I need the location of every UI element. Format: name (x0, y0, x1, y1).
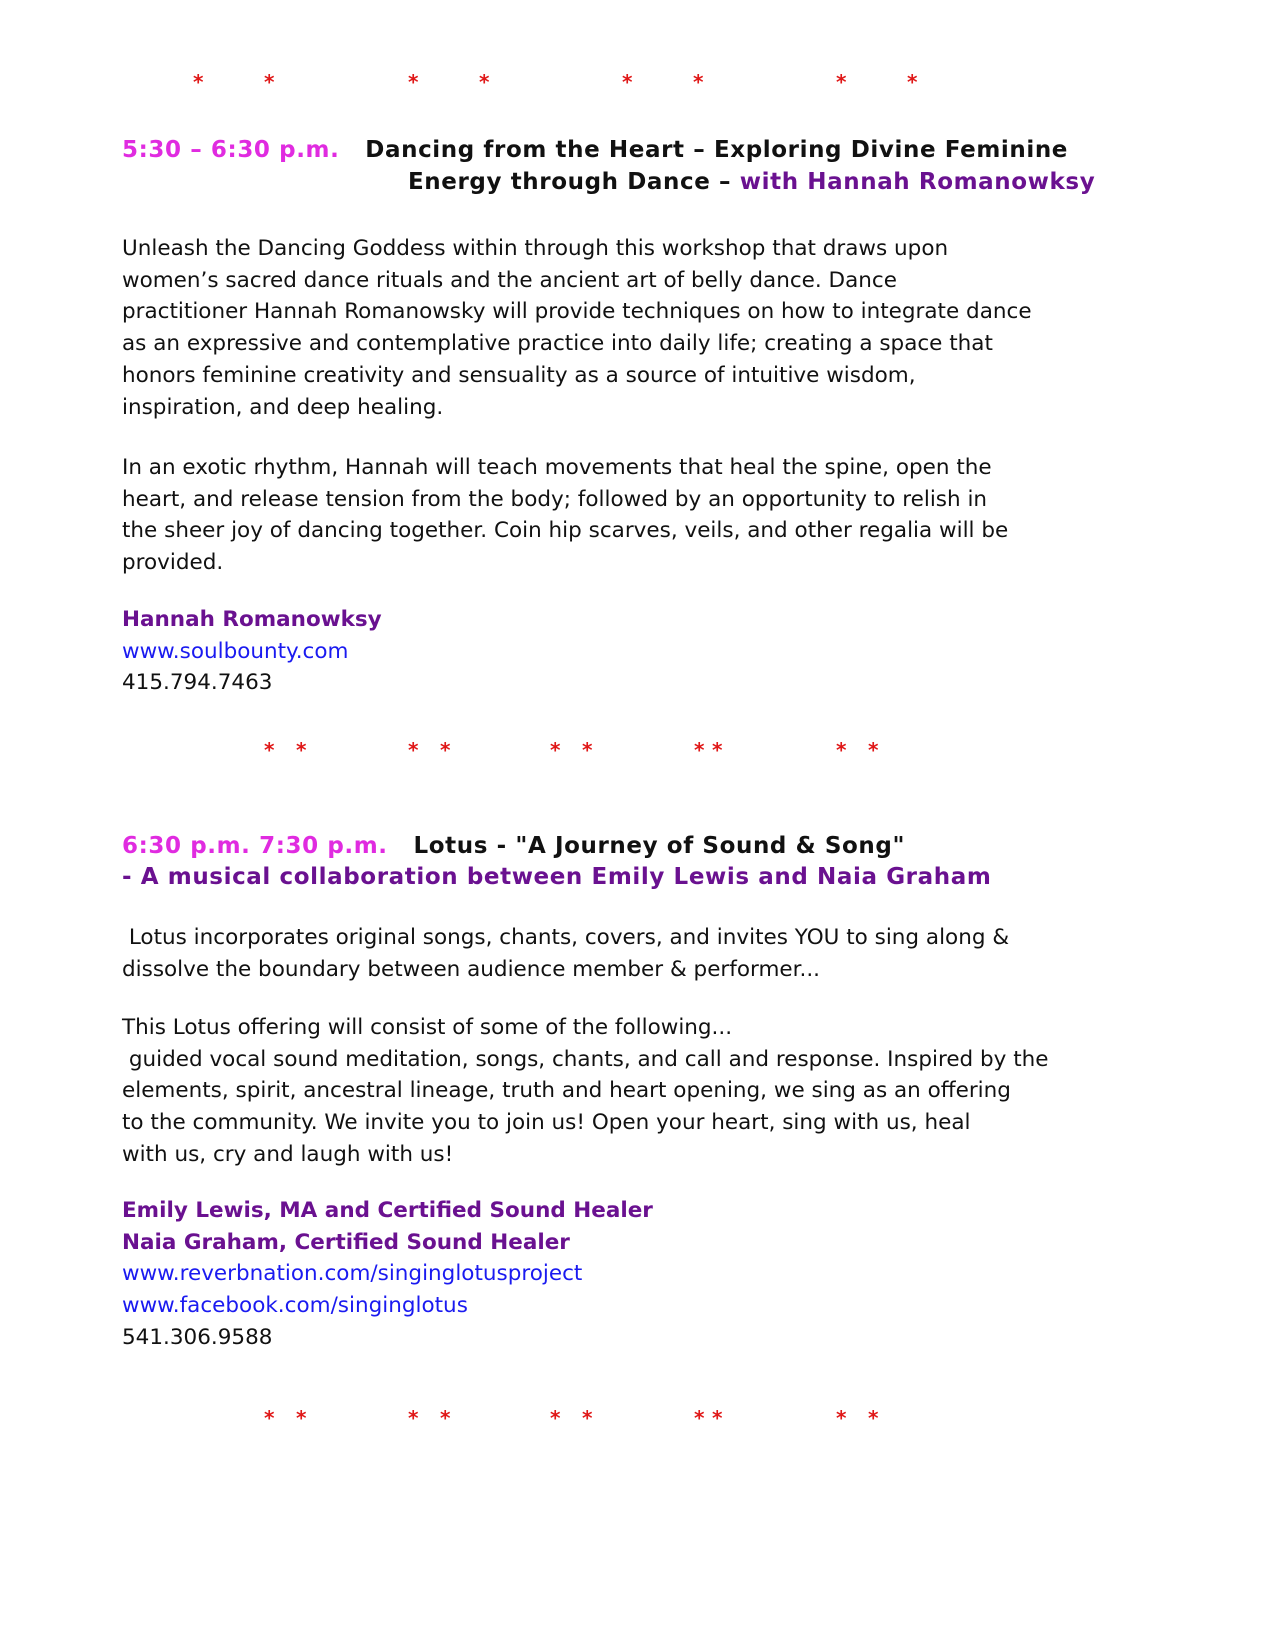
paragraph-line: to the community. We invite you to join us! Open your heart, sing with us, heal (122, 1110, 971, 1136)
star-mark: * (264, 70, 275, 94)
presenter-facebook-link[interactable]: www.facebook.com/singinglotus (122, 1293, 468, 1319)
star-separator-middle (0, 740, 1275, 770)
star-mark: * (582, 738, 593, 762)
star-separator-top (0, 72, 1275, 102)
section2-time: 6:30 p.m. 7:30 p.m. (122, 833, 388, 859)
star-mark: * (264, 738, 275, 762)
section2-paragraph1 (122, 922, 1132, 985)
section2-heading-line1 (122, 830, 905, 862)
star-mark: * (550, 738, 561, 762)
star-mark: * (408, 70, 419, 94)
star-mark: * (622, 70, 633, 94)
star-mark: * (296, 1406, 307, 1430)
section2-heading-line2 (122, 861, 991, 893)
section1-heading-line2 (408, 166, 1095, 198)
star-mark: * (264, 1406, 275, 1430)
section2-title: Lotus - "A Journey of Sound & Song" (413, 833, 906, 859)
star-mark: * (440, 1406, 451, 1430)
paragraph-line: dissolve the boundary between audience member & performer... (122, 956, 820, 982)
section2-subtitle: - A musical collaboration between Emily Lewis and Naia Graham (122, 864, 992, 890)
star-mark: * (479, 70, 490, 94)
section1-presenter: with Hannah Romanowksy (739, 169, 1096, 195)
presenter-website-link[interactable]: www.reverbnation.com/singinglotusproject (122, 1261, 583, 1287)
star-mark: * (836, 738, 847, 762)
section2-paragraph2 (122, 1012, 1132, 1171)
star-mark: * (868, 1406, 879, 1430)
star-mark: * (582, 1406, 593, 1430)
star-mark: * (408, 738, 419, 762)
paragraph-line: as an expressive and contemplative practice into daily life; creating a space that (122, 331, 993, 357)
star-mark: * (693, 70, 704, 94)
star-mark: * (694, 1406, 705, 1430)
star-separator-bottom (0, 1408, 1275, 1438)
star-mark: * (440, 738, 451, 762)
section1-title-line1: Dancing from the Heart – Exploring Divine Feminine (365, 137, 1069, 163)
section1-time: 5:30 – 6:30 p.m. (122, 137, 340, 163)
star-mark: * (408, 1406, 419, 1430)
star-mark: * (550, 1406, 561, 1430)
paragraph-line: practitioner Hannah Romanowsky will provide techniques on how to integrate dance (122, 299, 1032, 325)
paragraph-line: with us, cry and laugh with us! (122, 1141, 454, 1167)
paragraph-line: Unleash the Dancing Goddess within through this workshop that draws upon (122, 236, 949, 261)
presenter-name: Naia Graham, Certified Sound Healer (122, 1229, 570, 1255)
section1-heading-line1 (122, 134, 1068, 166)
section1-contact (122, 604, 382, 699)
paragraph-line: provided. (122, 550, 224, 576)
star-mark: * (296, 738, 307, 762)
star-mark: * (868, 738, 879, 762)
presenter-website-link[interactable]: www.soulbounty.com (122, 638, 349, 664)
star-mark: * (907, 70, 918, 94)
paragraph-line: honors feminine creativity and sensuality as a source of intuitive wisdom, (122, 362, 916, 388)
presenter-name: Emily Lewis, MA and Certified Sound Healer (122, 1198, 653, 1223)
paragraph-line: This Lotus offering will consist of some of the following... (122, 1015, 733, 1040)
presenter-name: Hannah Romanowksy (122, 607, 382, 632)
section1-paragraph1 (122, 233, 1132, 423)
star-mark: * (193, 70, 204, 94)
presenter-phone: 541.306.9588 (122, 1324, 273, 1350)
paragraph-line: heart, and release tension from the body; followed by an opportunity to relish in (122, 486, 988, 512)
paragraph-line: In an exotic rhythm, Hannah will teach movements that heal the spine, open the (122, 455, 992, 480)
presenter-phone: 415.794.7463 (122, 670, 273, 696)
star-mark: * (836, 1406, 847, 1430)
paragraph-line: inspiration, and deep healing. (122, 394, 444, 420)
paragraph-line: guided vocal sound meditation, songs, chants, and call and response. Inspired by the (122, 1046, 1049, 1072)
star-mark: * (712, 1406, 723, 1430)
section2-contact (122, 1195, 653, 1354)
paragraph-line: women’s sacred dance rituals and the ancient art of belly dance. Dance (122, 267, 897, 293)
star-mark: * (836, 70, 847, 94)
paragraph-line: elements, spirit, ancestral lineage, truth and heart opening, we sing as an offering (122, 1078, 1011, 1104)
section1-paragraph2 (122, 452, 1132, 579)
paragraph-line: Lotus incorporates original songs, chants, covers, and invites YOU to sing along & (122, 925, 1010, 950)
star-mark: * (712, 738, 723, 762)
section1-title-line2: Energy through Dance – (408, 169, 732, 195)
paragraph-line: the sheer joy of dancing together. Coin hip scarves, veils, and other regalia will be (122, 518, 1009, 544)
star-mark: * (694, 738, 705, 762)
